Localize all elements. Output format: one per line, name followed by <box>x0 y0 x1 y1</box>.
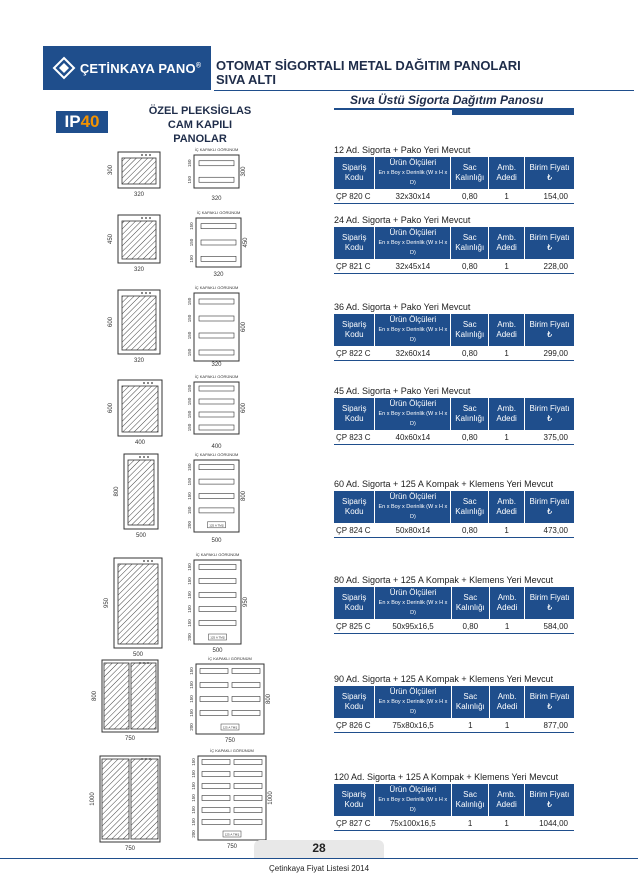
product-table <box>334 491 574 538</box>
din-rail <box>202 808 230 813</box>
cell-code: ÇP 824 C <box>334 523 375 538</box>
row-dim: 150 <box>187 591 192 599</box>
din-rail <box>200 697 228 702</box>
cell-price: 228,00 <box>525 259 574 274</box>
col-header-code: Sipariş Kodu <box>334 784 374 816</box>
product-table <box>334 314 574 361</box>
door-glass <box>122 158 156 184</box>
ip-rating-badge: IP 40 <box>56 111 108 133</box>
table-row <box>334 430 574 445</box>
cell-dims: 50x95x16,5 <box>375 619 452 634</box>
din-rail <box>234 784 262 789</box>
din-rail <box>199 425 234 430</box>
col-header-price: Birim Fiyatı ₺ <box>525 314 574 346</box>
col-header-code: Sipariş Kodu <box>334 587 375 619</box>
product-block <box>334 385 574 445</box>
col-header-price: Birim Fiyatı ₺ <box>525 227 574 259</box>
din-rail <box>199 579 236 584</box>
table-row <box>334 523 574 538</box>
footer-divider <box>0 858 638 859</box>
col-header-pack: Amb. Adedi <box>489 784 524 816</box>
cell-pack: 1 <box>489 430 525 445</box>
table-row <box>334 189 574 204</box>
cell-price: 299,00 <box>525 346 574 361</box>
cell-code: ÇP 822 C <box>334 346 375 361</box>
screw-dot <box>141 217 143 219</box>
col-header-sheet: Sac Kalınlığı <box>451 686 489 718</box>
col-header-sheet: Sac Kalınlığı <box>451 784 489 816</box>
cell-dims: 32x45x14 <box>375 259 451 274</box>
col-header-dims: Ürün Ölçüleri En x Boy x Derinlik (W x H x D) <box>375 587 452 619</box>
product-block <box>334 301 574 361</box>
screw-dot <box>147 382 149 384</box>
cell-sheet: 1 <box>451 816 489 831</box>
col-header-dims: Ürün Ölçüleri En x Boy x Derinlik (W x H x D) <box>375 491 451 523</box>
screw-dot <box>139 662 141 664</box>
row-dim: 150 <box>187 563 192 571</box>
col-header-dims: Ürün Ölçüleri En x Boy x Derinlik (W x H x D) <box>375 227 451 259</box>
door-glass-left <box>102 759 129 839</box>
din-rail <box>199 386 234 391</box>
screw-dot <box>141 154 143 156</box>
din-rail <box>199 607 236 612</box>
door-glass-right <box>131 759 158 839</box>
cell-price: 154,00 <box>525 189 574 204</box>
screw-dot <box>143 662 145 664</box>
din-rail <box>199 494 234 499</box>
inner-dim-width: 750 <box>224 738 236 744</box>
inner-dim-height: 800 <box>266 693 272 705</box>
door-glass <box>128 460 154 525</box>
row-dim: 150 <box>189 238 194 247</box>
row-dim: 150 <box>187 577 192 585</box>
inner-dim-width: 750 <box>226 844 238 850</box>
product-description: 45 Ad. Sigorta + Pako Yeri Mevcut <box>334 386 471 396</box>
cell-code: ÇP 826 C <box>334 718 375 733</box>
door-glass <box>118 564 158 644</box>
din-rail <box>202 784 230 789</box>
screw-dot <box>145 758 147 760</box>
screw-dot <box>149 217 151 219</box>
inner-dim-width: 320 <box>213 272 224 278</box>
row-dim: 150 <box>189 667 194 675</box>
row-dim: 200 <box>191 830 196 838</box>
inner-view-label: İÇ KAPAKLI GÖRÜNÜM <box>194 452 239 457</box>
col-header-code: Sipariş Kodu <box>334 398 375 430</box>
col-header-price: Birim Fiyatı ₺ <box>525 587 574 619</box>
screw-dot <box>149 154 151 156</box>
product-description: 24 Ad. Sigorta + Pako Yeri Mevcut <box>334 215 471 225</box>
inner-frame <box>194 155 239 188</box>
col-header-pack: Amb. Adedi <box>489 587 525 619</box>
row-dim: 150 <box>187 348 192 357</box>
col-header-code: Sipariş Kodu <box>334 157 375 189</box>
section-title: Sıva Üstü Sigorta Dağıtım Panosu <box>350 93 544 107</box>
product-table <box>334 686 574 733</box>
kompak-label: 125 A TMŞ <box>210 635 225 640</box>
cell-code: ÇP 820 C <box>334 189 375 204</box>
dim-width: 750 <box>124 846 136 852</box>
cell-sheet: 0,80 <box>451 619 489 634</box>
din-rail <box>234 796 262 801</box>
cell-pack: 1 <box>489 189 525 204</box>
row-dim: 150 <box>187 314 192 323</box>
cell-code: ÇP 823 C <box>334 430 375 445</box>
col-header-code: Sipariş Kodu <box>334 227 375 259</box>
cell-sheet: 0,80 <box>451 430 489 445</box>
col-header-code: Sipariş Kodu <box>334 686 375 718</box>
product-table <box>334 587 574 634</box>
product-block <box>334 144 574 204</box>
din-rail <box>234 760 262 765</box>
row-dim: 150 <box>187 331 192 340</box>
din-rail <box>199 316 234 321</box>
din-rail <box>199 177 234 182</box>
table-row <box>334 718 574 733</box>
row-dim: 150 <box>189 255 194 263</box>
product-description: 36 Ad. Sigorta + Pako Yeri Mevcut <box>334 302 471 312</box>
logo-mark-icon <box>53 57 75 79</box>
product-table <box>334 398 574 445</box>
row-dim: 150 <box>189 222 194 230</box>
table-row <box>334 816 574 831</box>
inner-view-label: İÇ KAPAKLI GÖRÜNÜM <box>208 656 252 661</box>
section-tab <box>452 110 574 115</box>
col-header-price: Birim Fiyatı ₺ <box>524 784 574 816</box>
cell-dims: 75x100x16,5 <box>374 816 451 831</box>
cell-dims: 32x60x14 <box>375 346 451 361</box>
row-dim: 150 <box>189 695 194 703</box>
row-dim: 150 <box>187 492 192 500</box>
inner-view-label: İÇ KAPAKLI GÖRÜNÜM <box>195 552 240 557</box>
dim-height: 300 <box>108 164 114 176</box>
screw-dot <box>149 292 151 294</box>
screw-dot <box>141 758 143 760</box>
col-header-sheet: Sac Kalınlığı <box>451 491 489 523</box>
col-header-dims: Ürün Ölçüleri En x Boy x Derinlik (W x H x D) <box>375 398 451 430</box>
cell-dims: 75x80x16,5 <box>375 718 452 733</box>
col-header-dims: Ürün Ölçüleri En x Boy x Derinlik (W x H x D) <box>375 314 451 346</box>
din-rail <box>232 711 260 716</box>
dim-height: 450 <box>108 233 114 245</box>
door-glass-left <box>104 663 129 729</box>
inner-view-label: İÇ KAPAKLI GÖRÜNÜM <box>194 374 239 379</box>
screw-dot <box>141 292 143 294</box>
col-header-pack: Amb. Adedi <box>489 491 525 523</box>
col-header-sheet: Sac Kalınlığı <box>451 314 489 346</box>
din-rail <box>199 161 234 166</box>
cell-code: ÇP 827 C <box>334 816 374 831</box>
screw-dot <box>143 560 145 562</box>
inner-dim-width: 500 <box>212 648 223 654</box>
cell-sheet: 0,80 <box>451 523 489 538</box>
din-rail <box>234 808 262 813</box>
screw-dot <box>147 662 149 664</box>
din-rail <box>201 240 236 245</box>
col-header-pack: Amb. Adedi <box>489 227 525 259</box>
inner-dim-height: 600 <box>241 321 247 333</box>
col-header-sheet: Sac Kalınlığı <box>451 587 489 619</box>
cell-price: 584,00 <box>525 619 574 634</box>
dim-height: 950 <box>104 597 110 609</box>
row-dim: 150 <box>187 477 192 486</box>
kompak-label: 125 A TMŞ <box>222 725 238 730</box>
din-rail <box>199 465 234 470</box>
col-header-price: Birim Fiyatı ₺ <box>525 491 574 523</box>
cell-price: 1044,00 <box>524 816 574 831</box>
row-dim: 150 <box>191 770 196 778</box>
cell-price: 473,00 <box>525 523 574 538</box>
cell-sheet: 0,80 <box>451 189 489 204</box>
inner-dim-height: 600 <box>241 402 247 414</box>
table-row <box>334 259 574 274</box>
inner-view-label: İÇ KAPAKLI GÖRÜNÜM <box>196 210 241 215</box>
inner-dim-height: 800 <box>241 490 247 502</box>
screw-dot <box>143 382 145 384</box>
cell-sheet: 0,80 <box>451 259 489 274</box>
inner-dim-width: 500 <box>211 538 222 544</box>
din-rail <box>202 796 230 801</box>
din-rail <box>199 508 234 513</box>
row-dim: 200 <box>189 723 194 731</box>
cell-pack: 1 <box>489 619 525 634</box>
din-rail <box>202 772 230 777</box>
dim-width: 500 <box>135 533 147 539</box>
screw-dot <box>151 382 153 384</box>
din-rail <box>232 683 260 688</box>
table-row <box>334 346 574 361</box>
col-header-code: Sipariş Kodu <box>334 314 375 346</box>
dim-height: 1000 <box>90 792 96 806</box>
inner-view-label: İÇ KAPAKLI GÖRÜNÜM <box>194 285 239 290</box>
row-dim: 200 <box>187 521 192 529</box>
row-dim: 150 <box>187 506 192 515</box>
screw-dot <box>145 154 147 156</box>
cell-price: 877,00 <box>525 718 574 733</box>
product-description: 90 Ad. Sigorta + 125 A Kompak + Klemens Yeri Mevcut <box>334 674 554 684</box>
inner-dim-height: 300 <box>241 166 247 177</box>
dim-width: 750 <box>124 736 136 742</box>
inner-dim-height: 450 <box>243 237 249 248</box>
din-rail <box>199 299 234 304</box>
col-header-dims: Ürün Ölçüleri En x Boy x Derinlik (W x H x D) <box>375 157 451 189</box>
screw-dot <box>139 456 141 458</box>
din-rail <box>199 479 234 484</box>
cell-pack: 1 <box>489 523 525 538</box>
inner-dim-width: 400 <box>211 444 222 450</box>
screw-dot <box>145 292 147 294</box>
din-rail <box>199 350 234 355</box>
title-line-2: SIVA ALTI <box>216 72 276 87</box>
din-rail <box>199 333 234 338</box>
cell-sheet: 0,80 <box>451 346 489 361</box>
product-block <box>334 673 574 733</box>
inner-dim-width: 320 <box>211 196 222 202</box>
cell-pack: 1 <box>489 718 525 733</box>
door-glass <box>122 296 156 350</box>
cell-pack: 1 <box>489 259 525 274</box>
row-dim: 150 <box>187 384 192 393</box>
screw-dot <box>147 456 149 458</box>
special-panel-heading: ÖZEL PLEKSİGLAS CAM KAPILI PANOLAR <box>148 105 252 145</box>
col-header-pack: Amb. Adedi <box>489 314 525 346</box>
screw-dot <box>145 217 147 219</box>
row-dim: 150 <box>187 463 192 471</box>
din-rail <box>199 565 236 570</box>
product-block <box>334 574 574 634</box>
door-glass <box>122 386 158 432</box>
screw-dot <box>147 560 149 562</box>
page-number: 28 <box>312 841 326 855</box>
dim-height: 600 <box>108 402 114 414</box>
din-rail <box>200 669 228 674</box>
din-rail <box>200 683 228 688</box>
cell-sheet: 1 <box>451 718 489 733</box>
cell-price: 375,00 <box>525 430 574 445</box>
row-dim: 150 <box>189 681 194 689</box>
product-description: 80 Ad. Sigorta + 125 A Kompak + Klemens Yeri Mevcut <box>334 575 554 585</box>
door-glass <box>122 221 156 259</box>
inner-view-label: İÇ KAPAKLI GÖRÜNÜM <box>194 147 239 152</box>
din-rail <box>199 621 236 626</box>
dim-width: 320 <box>133 192 145 198</box>
row-dim: 150 <box>187 619 192 627</box>
kompak-label: 125 A TMŞ <box>224 832 240 837</box>
inner-dim-width: 320 <box>211 362 222 368</box>
cell-pack: 1 <box>489 816 524 831</box>
din-rail <box>232 697 260 702</box>
table-row <box>334 619 574 634</box>
product-description: 120 Ad. Sigorta + 125 A Kompak + Klemens Yeri Mevcut <box>334 772 559 782</box>
footer-text: Çetinkaya Fiyat Listesi 2014 <box>268 864 370 873</box>
col-header-dims: Ürün Ölçüleri En x Boy x Derinlik (W x H x D) <box>375 686 452 718</box>
col-header-dims: Ürün Ölçüleri En x Boy x Derinlik (W x H x D) <box>374 784 451 816</box>
row-dim: 150 <box>187 397 192 406</box>
col-header-price: Birim Fiyatı ₺ <box>525 686 574 718</box>
product-block <box>334 771 574 831</box>
screw-dot <box>151 560 153 562</box>
cell-code: ÇP 825 C <box>334 619 375 634</box>
row-dim: 150 <box>191 782 196 790</box>
row-dim: 150 <box>187 297 192 306</box>
row-dim: 150 <box>191 806 196 814</box>
door-glass-right <box>131 663 156 729</box>
row-dim: 150 <box>187 159 192 168</box>
dim-width: 320 <box>133 358 145 364</box>
din-rail <box>201 256 236 261</box>
din-rail <box>232 669 260 674</box>
title-line-1: OTOMAT SİGORTALI METAL DAĞITIM PANOLARI <box>216 58 521 73</box>
din-rail <box>202 820 230 825</box>
inner-dim-height: 950 <box>243 596 249 608</box>
dim-width: 320 <box>133 267 145 273</box>
din-rail <box>234 772 262 777</box>
inner-frame <box>194 560 241 644</box>
product-table <box>334 784 574 831</box>
product-table <box>334 227 574 274</box>
cell-dims: 32x30x14 <box>375 189 451 204</box>
row-dim: 150 <box>187 410 192 419</box>
row-dim: 150 <box>187 175 192 184</box>
din-rail <box>234 820 262 825</box>
dim-width: 400 <box>134 440 146 446</box>
row-dim: 150 <box>189 709 194 717</box>
screw-dot <box>143 456 145 458</box>
inner-view-label: İÇ KAPAKLI GÖRÜNÜM <box>210 748 254 753</box>
col-header-pack: Amb. Adedi <box>489 686 525 718</box>
col-header-sheet: Sac Kalınlığı <box>451 398 489 430</box>
row-dim: 150 <box>187 605 192 613</box>
product-block <box>334 478 574 538</box>
din-rail <box>201 224 236 229</box>
col-header-price: Birim Fiyatı ₺ <box>525 398 574 430</box>
row-dim: 150 <box>191 794 196 802</box>
cell-dims: 40x60x14 <box>375 430 451 445</box>
dim-height: 800 <box>92 690 98 702</box>
row-dim: 150 <box>191 758 196 766</box>
col-header-sheet: Sac Kalınlığı <box>451 157 489 189</box>
product-description: 60 Ad. Sigorta + 125 A Kompak + Klemens Yeri Mevcut <box>334 479 554 489</box>
col-header-sheet: Sac Kalınlığı <box>451 227 489 259</box>
col-header-pack: Amb. Adedi <box>489 398 525 430</box>
dim-height: 600 <box>108 316 114 328</box>
col-header-price: Birim Fiyatı ₺ <box>525 157 574 189</box>
kompak-label: 125 A TMŞ <box>209 523 224 528</box>
row-dim: 200 <box>187 633 192 641</box>
din-rail <box>199 593 236 598</box>
cell-pack: 1 <box>489 346 525 361</box>
dim-height: 800 <box>114 486 120 497</box>
logo-text: ÇETİNKAYA PANO® <box>79 60 202 76</box>
din-rail <box>199 399 234 404</box>
row-dim: 150 <box>187 423 192 432</box>
inner-dim-height: 1000 <box>268 791 274 805</box>
dim-width: 500 <box>132 652 144 658</box>
col-header-code: Sipariş Kodu <box>334 491 375 523</box>
screw-dot <box>149 758 151 760</box>
product-block <box>334 214 574 274</box>
cell-code: ÇP 821 C <box>334 259 375 274</box>
din-rail <box>200 711 228 716</box>
product-description: 12 Ad. Sigorta + Pako Yeri Mevcut <box>334 145 471 155</box>
din-rail <box>202 760 230 765</box>
product-table <box>334 157 574 204</box>
cell-dims: 50x80x14 <box>375 523 451 538</box>
row-dim: 150 <box>191 818 196 826</box>
drawings-root <box>90 147 274 852</box>
din-rail <box>199 412 234 417</box>
col-header-pack: Amb. Adedi <box>489 157 525 189</box>
